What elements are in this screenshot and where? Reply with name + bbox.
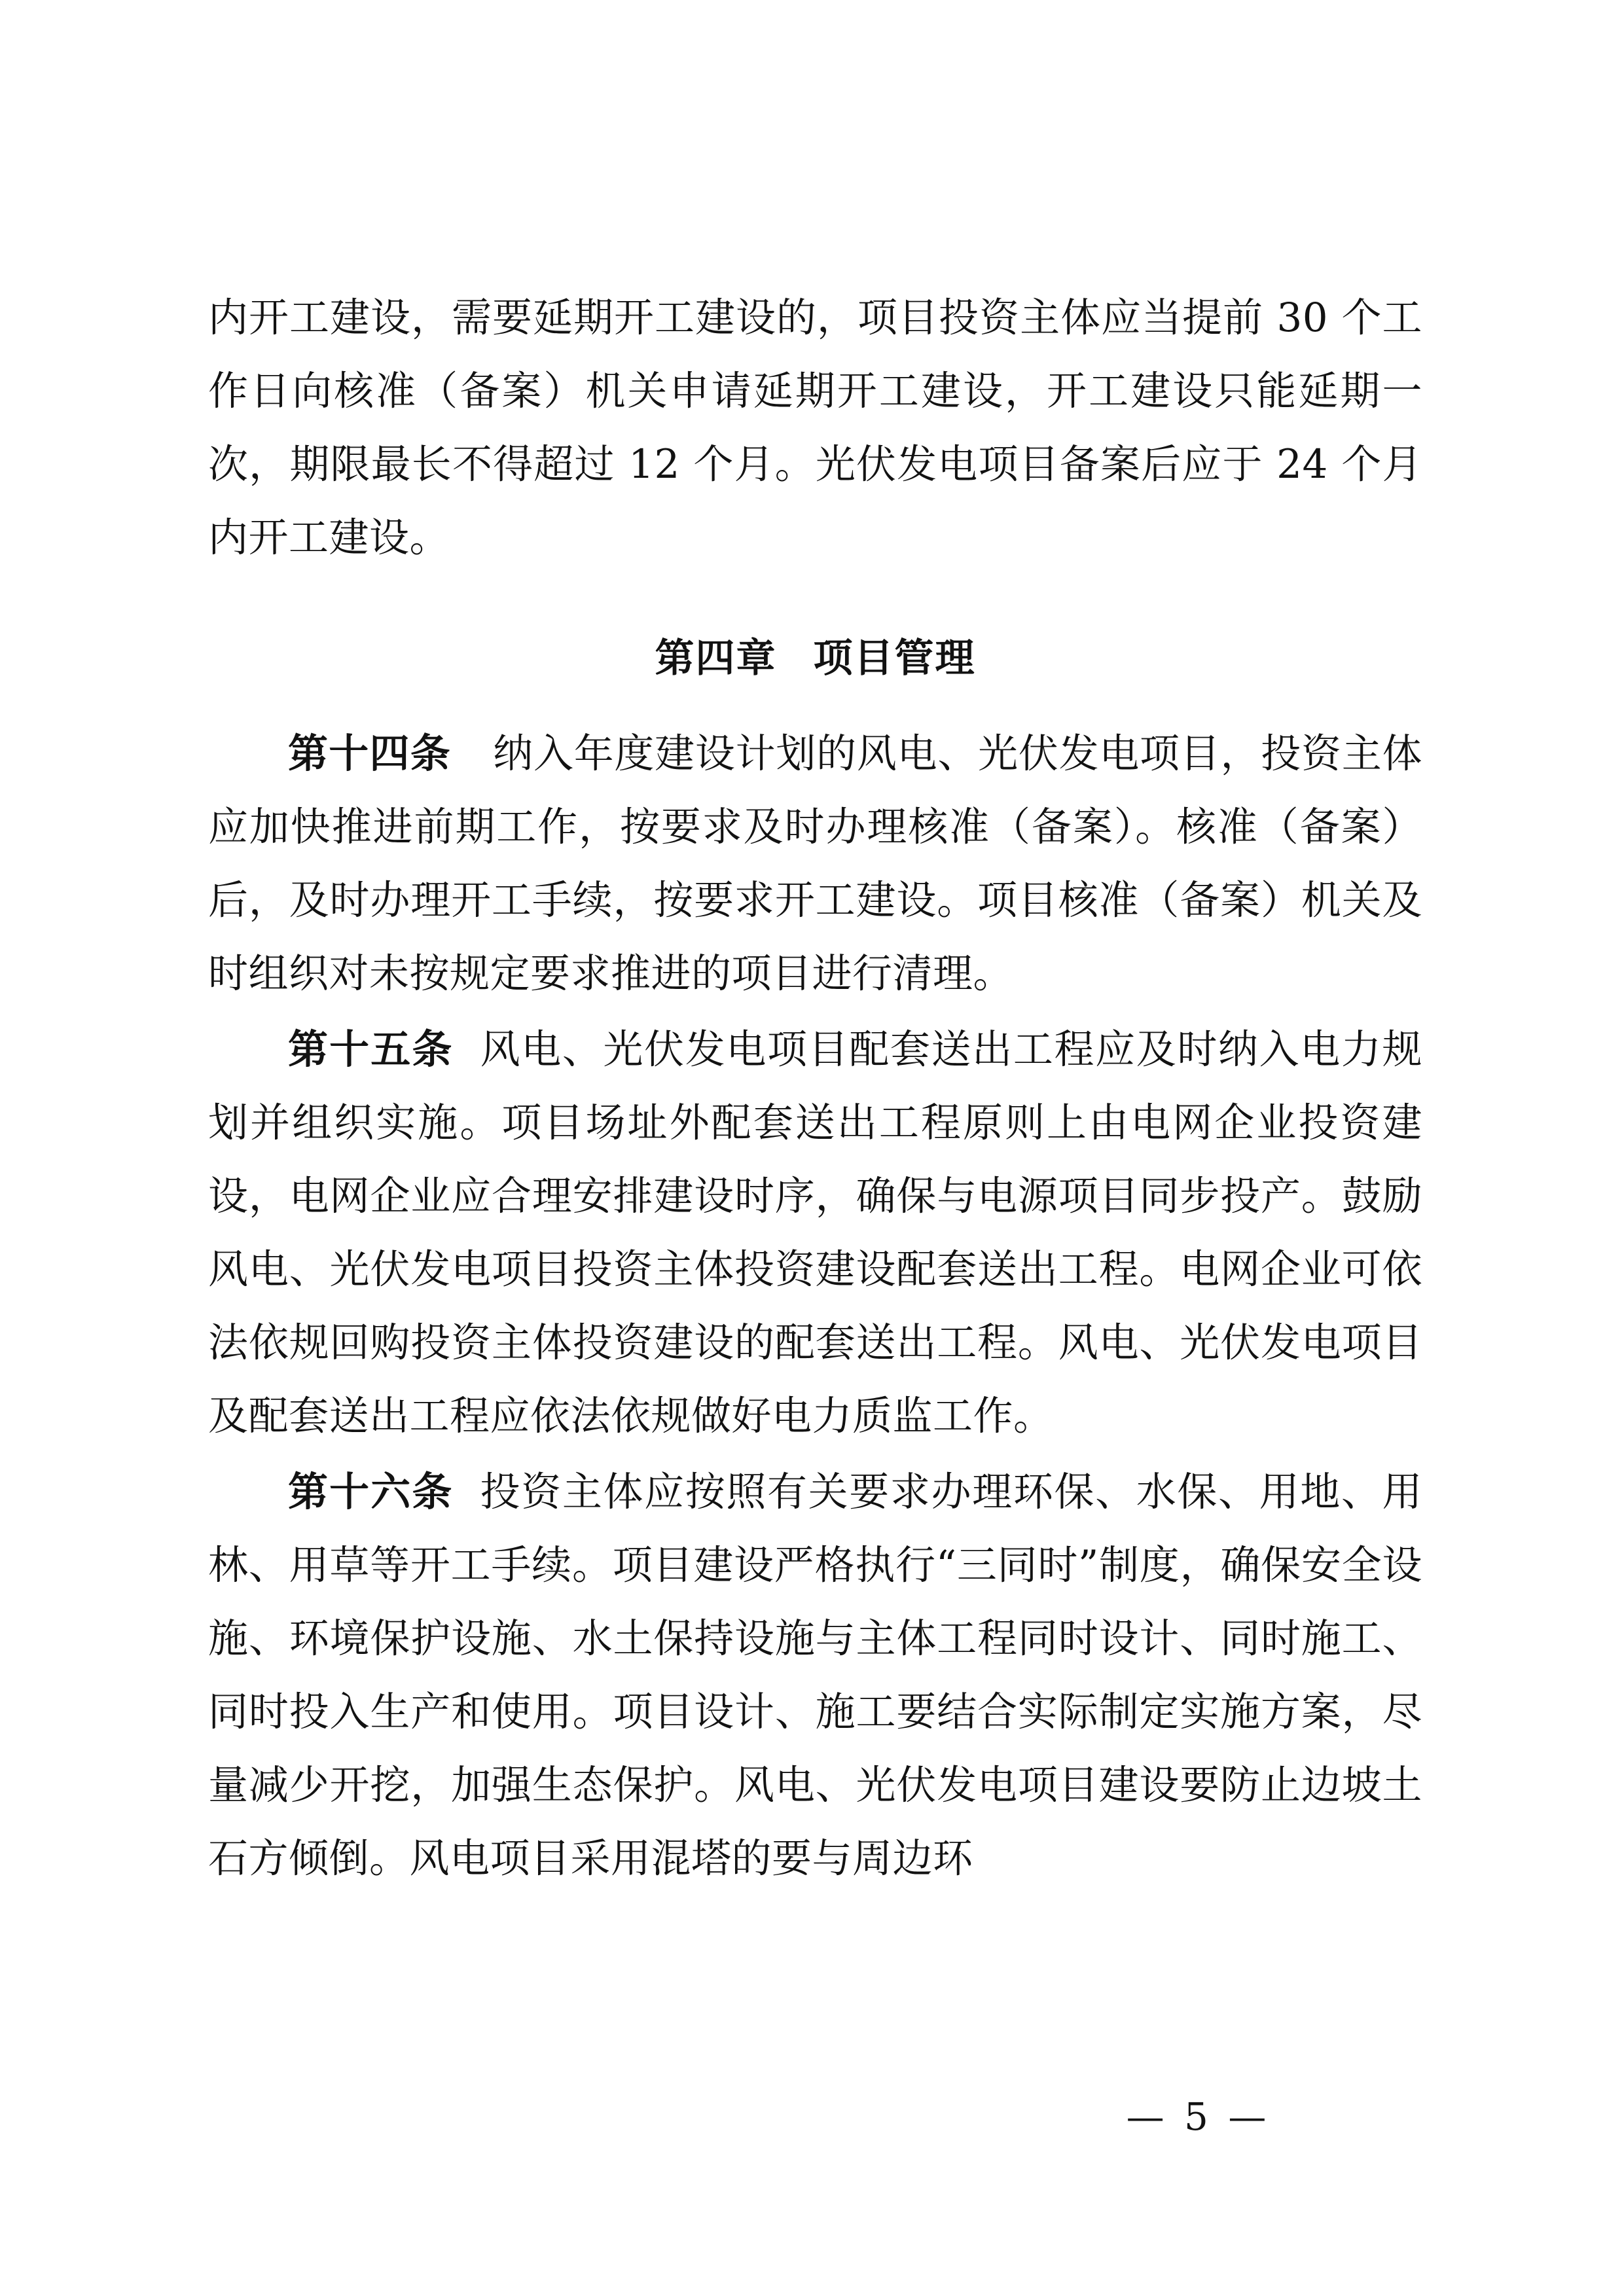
- page-number: — 5 —: [1126, 2094, 1271, 2139]
- paragraph-continued: 内开工建设，需要延期开工建设的，项目投资主体应当提前 30 个工作日向核准（备案）机关申请延期开工建设，开工建设只能延期一次，期限最长不得超过 12 个月。光伏发电项目备案后应于 24 个月内开工建设。: [208, 295, 1422, 561]
- page-content: [208, 281, 1422, 1898]
- article-14: [208, 717, 1422, 1011]
- article-14-text: 纳入年度建设计划的风电、光伏发电项目，投资主体应加快推进前期工作，按要求及时办理核准（备案）。核准（备案）后，及时办理开工手续，按要求开工建设。项目核准（备案）机关及时组织对未按规定要求推进的项目进行清理。: [208, 730, 1422, 997]
- article-15-text: 风电、光伏发电项目配套送出工程应及时纳入电力规划并组织实施。项目场址外配套送出工程原则上由电网企业投资建设，电网企业应合理安排建设时序，确保与电源项目同步投产。鼓励风电、光伏发电项目投资主体投资建设配套送出工程。电网企业可依法依规回购投资主体投资建设的配套送出工程。风电、光伏发电项目及配套送出工程应依法依规做好电力质监工作。: [208, 1026, 1422, 1439]
- chapter-heading: [208, 626, 1422, 691]
- article-16-label: 第十六条: [288, 1469, 454, 1515]
- article-16-text: 投资主体应按照有关要求办理环保、水保、用地、用林、用草等开工手续。项目建设严格执行“三同时”制度，确保安全设施、环境保护设施、水土保持设施与主体工程同时设计、同时施工、同时投入生产和使用。项目设计、施工要结合实际制定实施方案，尽量减少开挖，加强生态保护。风电、光伏发电项目建设要防止边坡土石方倾倒。风电项目采用混塔的要与周边环: [208, 1469, 1422, 1882]
- article-15: [208, 1013, 1422, 1453]
- page-footer: [0, 2094, 1624, 2139]
- chapter-title: 项目管理: [813, 636, 976, 681]
- article-15-label: 第十五条: [288, 1026, 454, 1073]
- article-16: [208, 1456, 1422, 1895]
- article-14-label: 第十四条: [288, 730, 451, 777]
- chapter-number: 第四章: [655, 636, 777, 681]
